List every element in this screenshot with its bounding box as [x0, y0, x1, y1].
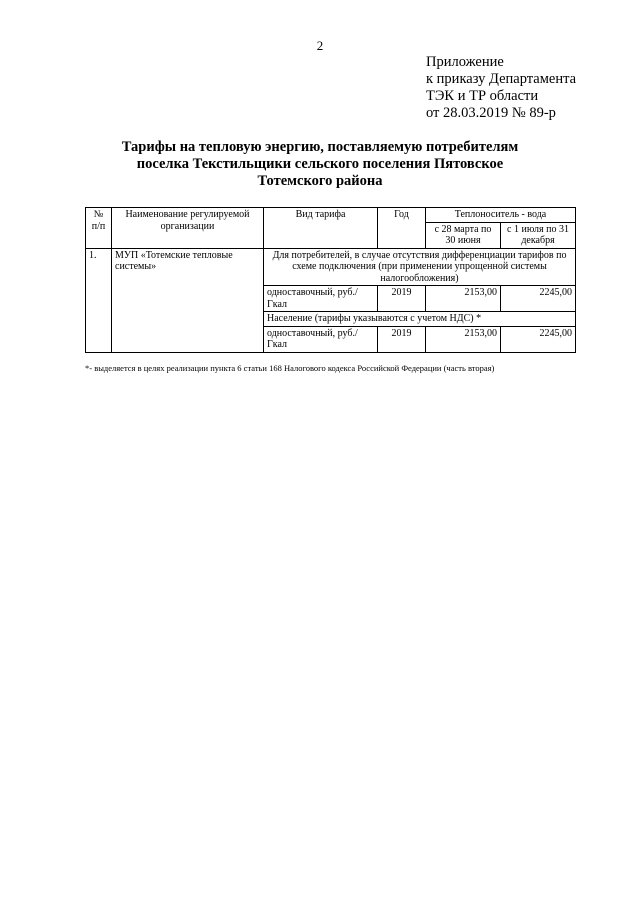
header-year: Год [378, 208, 426, 249]
title-line-3: Тотемского района [257, 173, 383, 189]
group2-year: 2019 [378, 326, 426, 352]
group2-value-2: 2245,00 [501, 326, 576, 352]
appendix-block [426, 54, 576, 122]
table-row [86, 248, 576, 286]
group1-type: одноставочный, руб./Гкал [264, 286, 378, 312]
tariff-table [85, 207, 576, 353]
group2-type: одноставочный, руб./Гкал [264, 326, 378, 352]
title-line-2: поселка Текстильщики сельского поселения Пятовское [136, 156, 504, 172]
header-type: Вид тарифа [264, 208, 378, 249]
header-period-2: с 1 июля по 31 декабря [501, 222, 576, 248]
appendix-line-2: к приказу Департамента [426, 71, 577, 87]
group2-label: Население (тарифы указываются с учетом НДС) * [264, 312, 576, 327]
header-period-1: с 28 марта по 30 июня [426, 222, 501, 248]
group1-value-2: 2245,00 [501, 286, 576, 312]
group2-value-1: 2153,00 [426, 326, 501, 352]
footnote: *- выделяется в целях реализации пункта 6 статьи 168 Налогового кодекса Российской Федерации (часть вторая) [85, 363, 495, 373]
row-num: 1. [86, 248, 112, 352]
header-org: Наименование регулируемой организации [112, 208, 264, 249]
header-num: № п/п [86, 208, 112, 249]
row-org: МУП «Тотемские тепловые системы» [112, 248, 264, 352]
group1-label: Для потребителей, в случае отсутствия дифференциации тарифов по схеме подключения (при применении упрощенной системы налогообложения) [264, 248, 576, 286]
appendix-line-3: ТЭК и ТР области [426, 88, 539, 104]
appendix-line-1: Приложение [426, 54, 504, 70]
group1-value-1: 2153,00 [426, 286, 501, 312]
title-line-1: Тарифы на тепловую энергию, поставляемую потребителям [121, 139, 519, 155]
page-number: 2 [316, 38, 324, 53]
appendix-line-4: от 28.03.2019 № 89-р [426, 105, 556, 121]
document-title [40, 139, 600, 190]
group1-year: 2019 [378, 286, 426, 312]
header-carrier: Теплоноситель - вода [426, 208, 576, 223]
table-header-row [86, 208, 576, 223]
